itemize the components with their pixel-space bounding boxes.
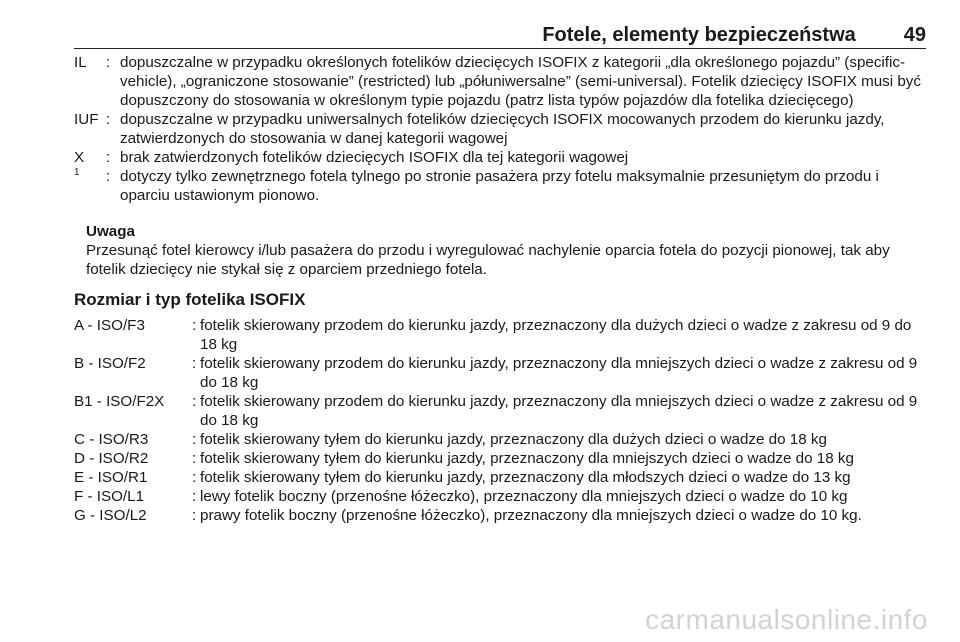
definition-row (74, 110, 926, 148)
page-title: Fotele, elementy bezpieczeństwa (542, 24, 856, 46)
size-separator: : (192, 355, 197, 372)
size-row (74, 487, 926, 506)
size-row (74, 354, 926, 392)
size-key: G - ISO/L2 (74, 507, 147, 524)
definition-text: dopuszczalne w przypadku uniwersalnych fotelików dziecięcych ISOFIX mocowanych przodem do kierunku jazdy, zatwierdzonych do stosowania w danej kategorii wagowej (120, 111, 885, 147)
size-text: fotelik skierowany tyłem do kierunku jazdy, przeznaczony dla mniejszych dzieci o wadze do 18 kg (200, 450, 854, 467)
definition-key: IUF (74, 111, 99, 128)
size-separator: : (192, 393, 197, 410)
size-row (74, 430, 926, 449)
size-text: prawy fotelik boczny (przenośne łóżeczko), przeznaczony dla mniejszych dzieci o wadze do 10 kg. (200, 507, 862, 524)
definition-text: dopuszczalne w przypadku określonych fotelików dziecięcych ISOFIX z kategorii „dla określonego pojazdu” (specific-vehicle), „ograniczone stosowanie” (restricted) lub „półuniwersalne” (semi-universal). Fotelik dziecięcy ISOFIX musi być dopuszczony do stosowania w określonym typie pojazdu (patrz lista typów pojazdów dla fotelika dziecięcego) (120, 54, 921, 109)
size-text: fotelik skierowany przodem do kierunku jazdy, przeznaczony dla dużych dzieci o wadze z zakresu od 9 do 18 kg (200, 317, 912, 353)
definition-separator: : (106, 111, 111, 128)
definition-key: X (74, 149, 85, 166)
definition-separator: : (106, 168, 111, 185)
size-text: fotelik skierowany tyłem do kierunku jazdy, przeznaczony dla dużych dzieci o wadze do 18 kg (200, 431, 827, 448)
size-key: D - ISO/R2 (74, 450, 149, 467)
footnote-key (74, 167, 106, 205)
size-key: E - ISO/R1 (74, 469, 148, 486)
size-text: lewy fotelik boczny (przenośne łóżeczko), przeznaczony dla mniejszych dzieci o wadze do 10 kg (200, 488, 848, 505)
size-separator: : (192, 507, 197, 524)
definition-key: IL (74, 54, 87, 71)
definition-text: brak zatwierdzonych fotelików dziecięcych ISOFIX dla tej kategorii wagowej (120, 149, 629, 166)
size-row (74, 506, 926, 525)
size-key: A - ISO/F3 (74, 317, 145, 334)
page-number: 49 (903, 24, 926, 46)
definition-separator: : (106, 54, 111, 71)
note-text: Przesunąć fotel kierowcy i/lub pasażera do przodu i wyregulować nachylenie oparcia fotela do pozycji pionowej, tak aby fotelik dziecięcy nie stykał się z oparciem przedniego fotela. (86, 242, 890, 278)
size-separator: : (192, 469, 197, 486)
size-key: C - ISO/R3 (74, 431, 149, 448)
definition-separator: : (106, 149, 111, 166)
size-row (74, 449, 926, 468)
manual-page (74, 0, 926, 525)
definition-row (74, 167, 926, 205)
size-row (74, 468, 926, 487)
watermark-text: carmanualsonline.info (645, 604, 928, 635)
size-text: fotelik skierowany przodem do kierunku jazdy, przeznaczony dla mniejszych dzieci o wadze z zakresu od 9 do 18 kg (200, 355, 918, 391)
definition-text: dotyczy tylko zewnętrznego fotela tylnego po stronie pasażera przy fotelu maksymalnie przesuniętym do przodu i oparciu ustawionym pionowo. (120, 168, 879, 204)
size-row (74, 392, 926, 430)
size-text: fotelik skierowany tyłem do kierunku jazdy, przeznaczony dla młodszych dzieci o wadze do 13 kg (200, 469, 851, 486)
size-separator: : (192, 450, 197, 467)
size-key: F - ISO/L1 (74, 488, 145, 505)
definition-list (74, 53, 926, 205)
isofix-size-list (74, 316, 926, 525)
page-header (74, 0, 926, 49)
size-separator: : (192, 488, 197, 505)
size-key: B - ISO/F2 (74, 355, 146, 372)
definition-row (74, 148, 926, 167)
note-title: Uwaga (86, 223, 135, 240)
size-row (74, 316, 926, 354)
size-key: B1 - ISO/F2X (74, 393, 165, 410)
section-title: Rozmiar i typ fotelika ISOFIX (74, 290, 306, 309)
definition-row (74, 53, 926, 110)
size-separator: : (192, 317, 197, 334)
size-text: fotelik skierowany przodem do kierunku jazdy, przeznaczony dla mniejszych dzieci o wadze z zakresu od 9 do 18 kg (200, 393, 918, 429)
size-separator: : (192, 431, 197, 448)
note-box (74, 222, 926, 279)
footnote-marker: 1 (74, 167, 80, 178)
